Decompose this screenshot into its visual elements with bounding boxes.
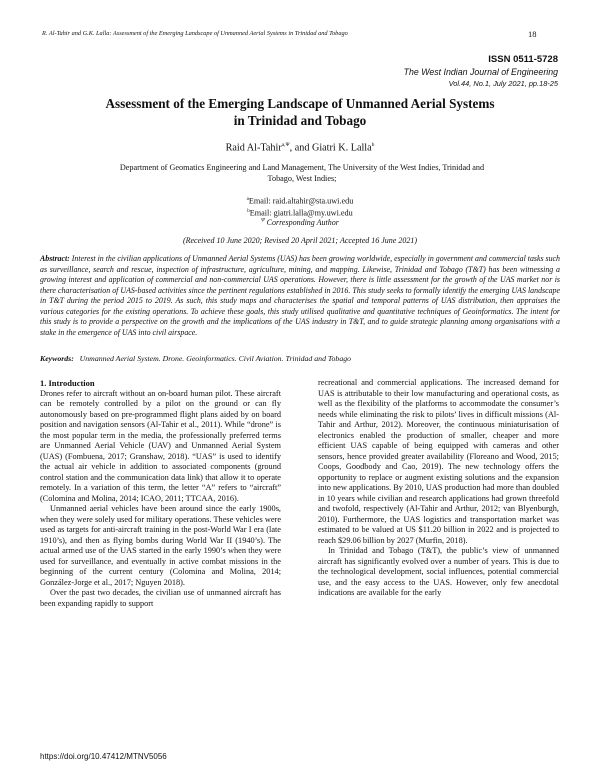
author-1: Raid Al-Tahir <box>225 142 282 154</box>
abstract <box>40 254 560 338</box>
body-column-left <box>40 378 281 609</box>
author-1-marker: a,Ψ <box>281 142 290 148</box>
doi-link[interactable]: https://doi.org/10.47412/MTNV5056 <box>40 752 167 761</box>
email-b-text: Email: giatri.lalla@my.uwi.edu <box>249 209 353 219</box>
abstract-label: Abstract: <box>40 254 70 263</box>
affiliation <box>82 163 522 184</box>
received-dates: (Received 10 June 2020; Revised 20 April 2021; Accepted 16 June 2021) <box>182 236 418 245</box>
keywords-text: Unmanned Aerial System. Drone. Geoinformatics. Civil Aviation. Trinidad and Tobago <box>79 354 352 363</box>
keywords-label: Keywords: <box>40 354 74 363</box>
email-a <box>40 195 560 207</box>
author-2: Giatri K. Lalla <box>311 142 372 154</box>
paragraph: Over the past two decades, the civilian use of unmanned aircraft has been expanding rapidly to support <box>40 588 281 608</box>
journal-info <box>278 54 558 88</box>
title-line-1: Assessment of the Emerging Landscape of Unmanned Aerial Systems <box>105 96 495 111</box>
paragraph: Unmanned aerial vehicles have been around since the early 1900s, when they were solely used for military operations. These vehicles were used as targets for anti-aircraft training in the post-World War I era (late 1910’s), and then as flying bombs during World War II (1940’s). The actual armed use of the UAS started in the early 1990’s when they were used for surveillance, and eventually in active combat missions in the beginning of the current century (Colomina and Molina, 2014; González-Jorge et al., 2017; Nguyen 2018). <box>40 504 281 587</box>
journal-volume: Vol.44, No.1, July 2021, pp.18-25 <box>448 79 558 88</box>
paragraph: recreational and commercial applications. The increased demand for UAS is attributable to their low manufacturing and operational costs, as well as the flexibility of the platforms to accommodate the consumer’s needs while eliminating the risk to pilots’ lives in difficult missions (Al-Tahir and Arthur, 2012). Moreover, the continuous miniaturisation of electronics enabled the production of smaller, cheaper and more efficient UAS capable of being equipped with cameras and other sensors, hence provided greater availability (Floreano and Wood, 2015; Coops, Goodbody and Cao, 2019). The new technology offers the opportunity to replace or augment existing solutions and the expansion into new applications. By 2010, UAS production had more than doubled in 10 years while civilian and research applications had grown threefold and twofold, respectively (Al-Tahir and Arthur, 2012; van Blyenburgh, 2010). Furthermore, the UAS logistics and transportation market was estimated to be valued at US $11.20 billion in 2022 and is projected to reach $29.06 billion by 2027 (Murfin, 2018). <box>318 378 559 545</box>
corresponding-marker: Ψ <box>261 218 265 224</box>
corresponding-text: Corresponding Author <box>264 218 339 227</box>
email-a-text: Email: raid.altahir@sta.uwi.edu <box>248 196 354 206</box>
paragraph: In Trinidad and Tobago (T&T), the public’s view of unmanned aircraft has significantly evolved over a number of years. This is due to the technological development, social influences, potential commercial use, and the easy access to the UAS. However, only few anecdotal indications are available for the early <box>318 546 559 597</box>
title-line-2: in Trinidad and Tobago <box>233 113 367 128</box>
email-a-marker: a <box>246 197 249 202</box>
page-number: 18 <box>528 29 537 39</box>
running-header: R. Al-Tahir and G.K. Lalla: Assessment of the Emerging Landscape of Unmanned Aerial Systems in Trinidad and Tobago <box>42 30 348 37</box>
emails <box>40 195 560 220</box>
email-b-marker: b <box>247 209 250 215</box>
authors <box>40 142 560 153</box>
paragraph: Drones refer to aircraft without an on-board human pilot. These aircraft can be remotely controlled by a pilot on the ground or can fly autonomously based on pre-programmed flight plans aided by on board position and navigation sensors (Al-Tahir et al., 2011). While “drone” is the most popular term in the media, the professionally preferred terms are Unmanned Aerial Vehicle (UAV) and Unmanned Aerial System (UAS) (Fombuena, 2017; Granshaw, 2018). “UAS” is used to identify the actual air vehicle in addition to associated components (ground control station and the communication data link) that allow it to operate remotely. In a variation of this term, the letter “A” refers to “aircraft” (Colomina and Molina, 2014; ICAO, 2011; TTCAA, 2016). <box>40 388 281 503</box>
author-2-marker: b <box>371 142 375 148</box>
issn: ISSN 0511-5728 <box>488 54 558 65</box>
affiliation-line-1: Department of Geomatics Engineering and Land Management, The University of the West Indies, Trinidad and <box>119 163 485 172</box>
keywords <box>40 354 560 363</box>
abstract-text: Interest in the civilian applications of Unmanned Aerial Systems (UAS) has been growing worldwide, especially in government and commercial tasks such as surveillance, search and rescue, inspection of infrastructure, agriculture, mining, and mapping. Likewise, Trinidad and Tobago (T&T) has been witnessing a growing interest and application of commercial and non-commercial UAS operations. However, there is little assessment for the growth of the UAS market nor is there characterisation of UAS-based activities since the pertinent regulations established in 2016. This study seeks to formally identify the emerging UAS landscape in T&T during the period 2015 to 2019. As such, this study maps and characterises the spatial and temporal patterns of UAS distribution, then appraises the various categories for the existing operations. To achieve these goals, this study utilised qualitative and quantitative techniques of Geoinformatics. The intent for this study is to provide a perspective on the growth and the implications of the UAS industry in T&T, and to guide strategic planning among organisations with a stake in the emergence of UAS into civil airspace. <box>40 254 560 337</box>
author-connector: , and <box>289 142 312 154</box>
body-column-right <box>318 378 559 599</box>
journal-name: The West Indian Journal of Engineering <box>403 67 558 77</box>
section-heading: 1. Introduction <box>40 378 95 388</box>
paper-title <box>40 95 560 129</box>
affiliation-line-2: Tobago, West Indies; <box>267 173 337 183</box>
corresponding-author <box>40 218 560 227</box>
